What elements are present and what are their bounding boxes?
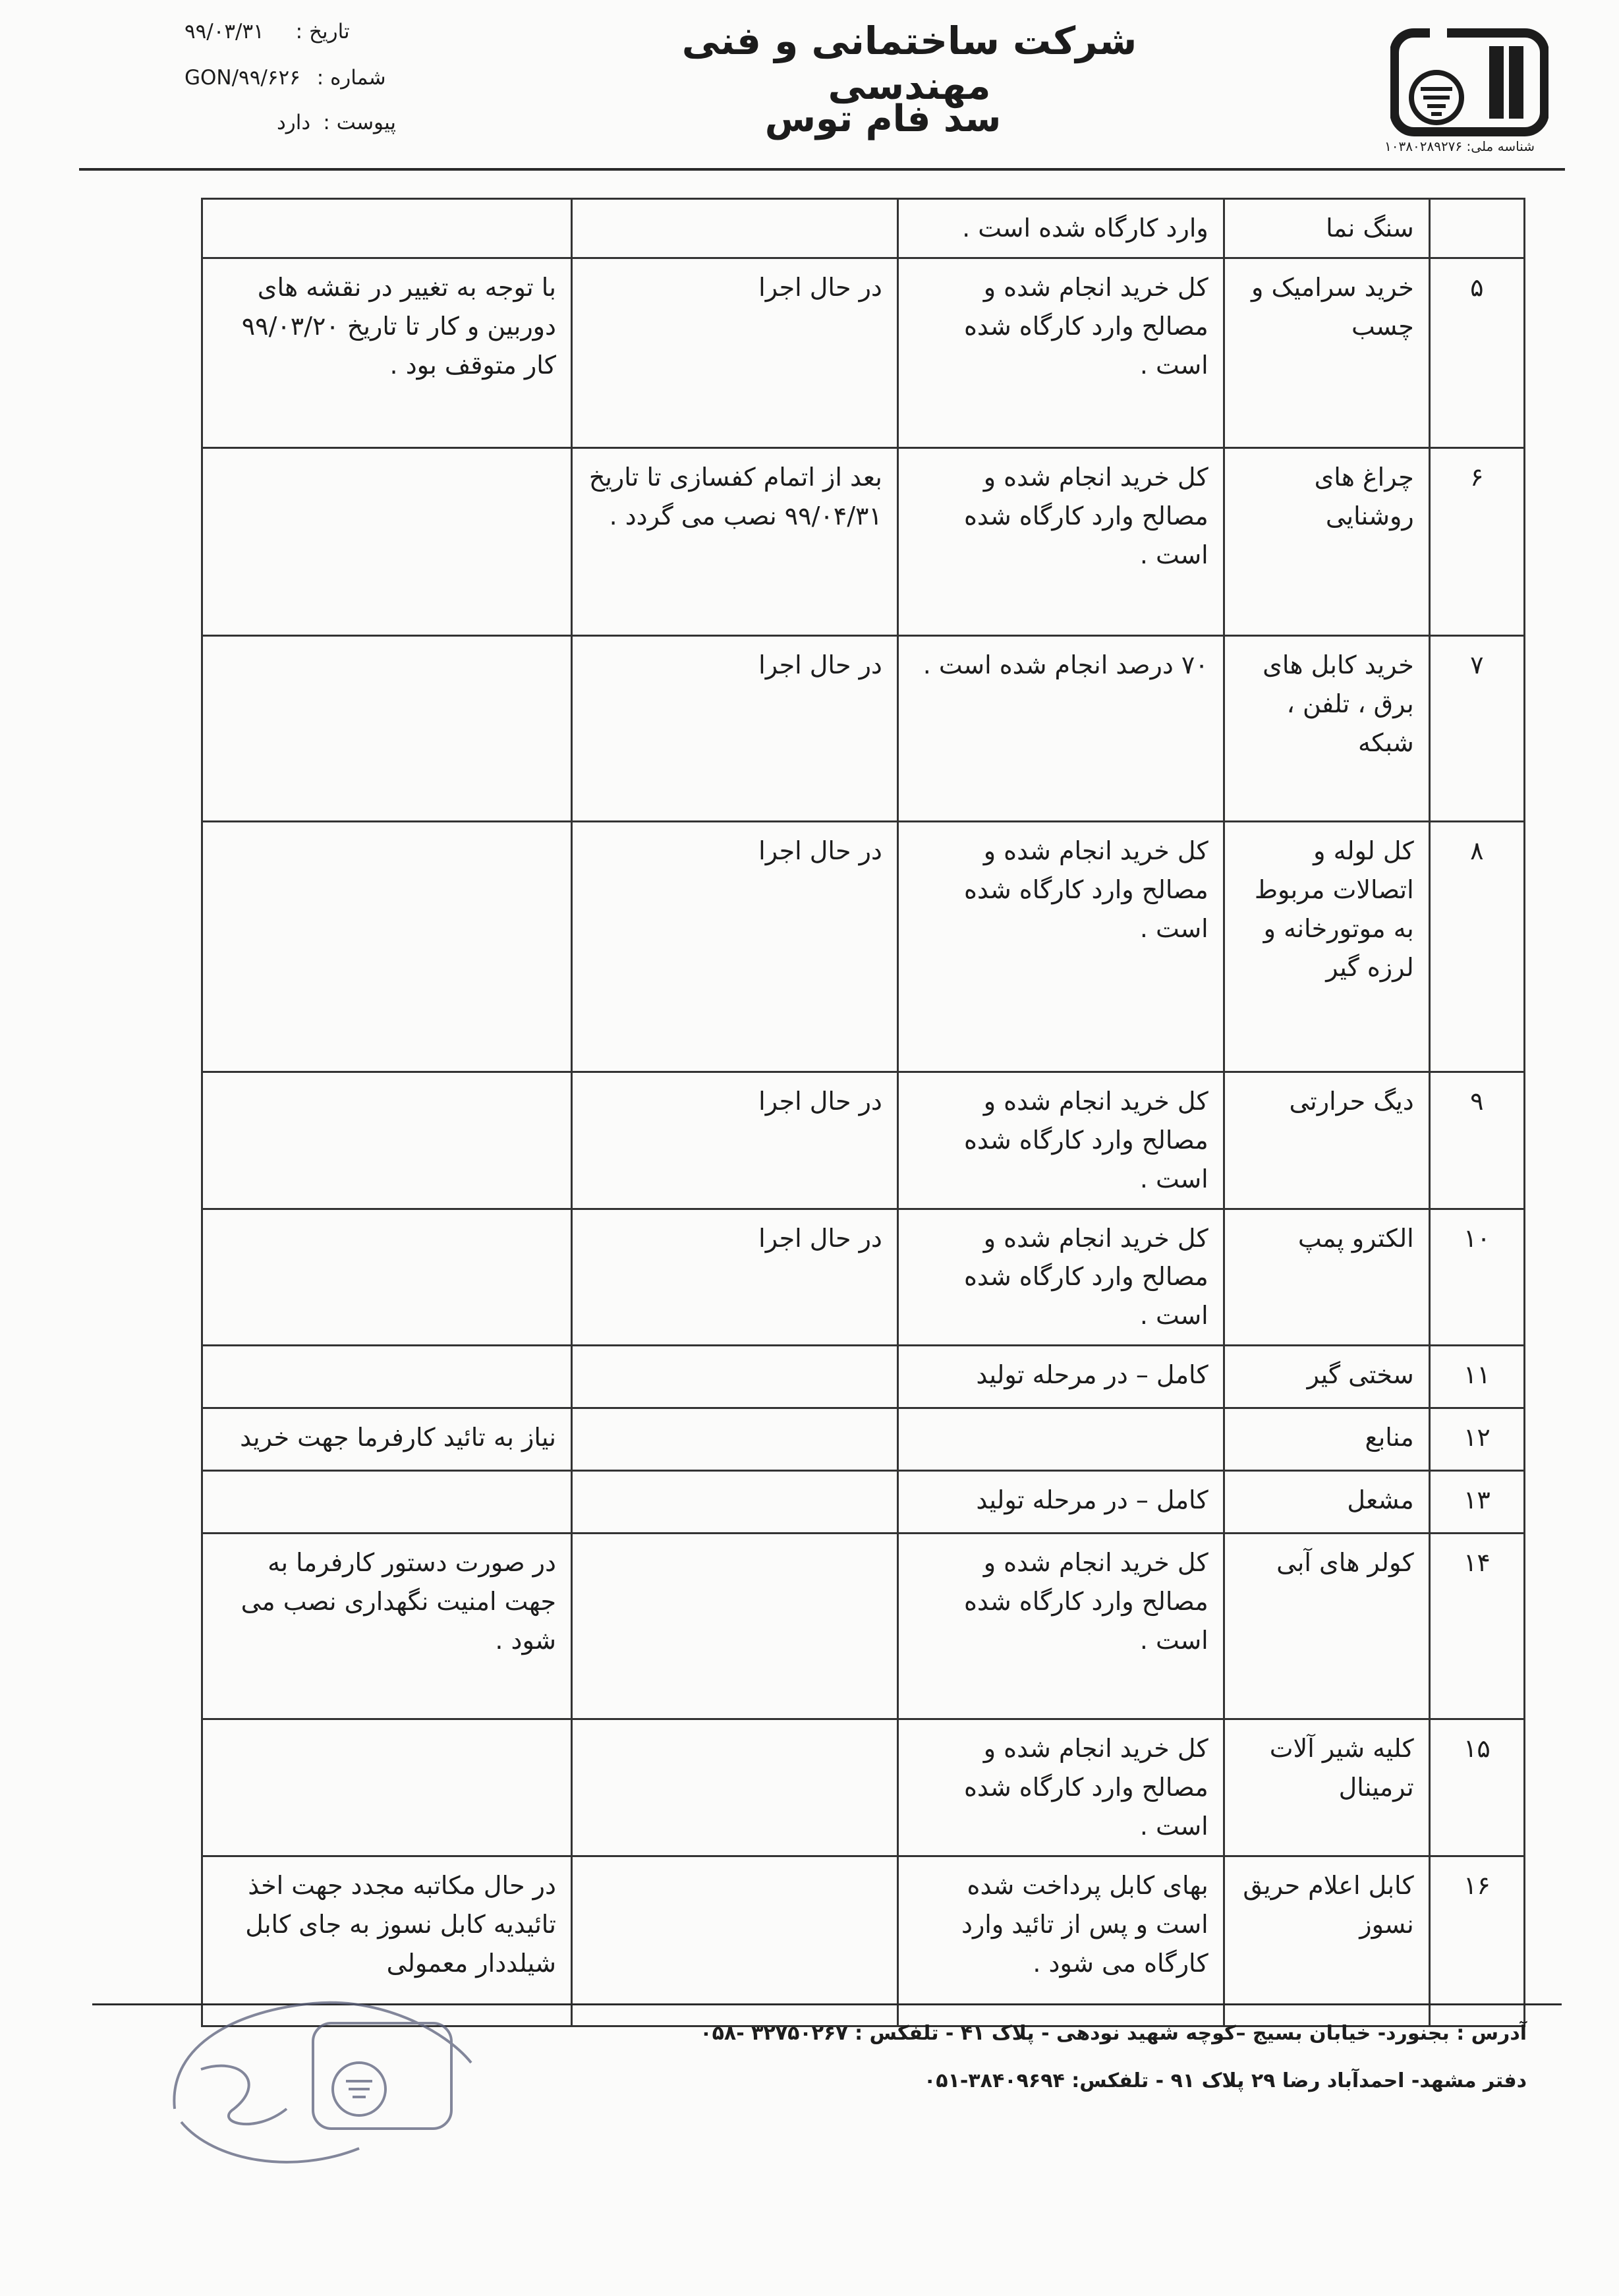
number-value: GON/۹۹/۶۲۶ xyxy=(185,66,300,90)
purchase-status-cell: کل خرید انجام شده و مصالح وارد کارگاه شده است . xyxy=(897,1072,1224,1209)
item-name-cell: خرید کابل های برق ، تلفن ، شبکه xyxy=(1224,635,1429,821)
remarks-cell xyxy=(202,1471,572,1534)
row-number-cell: ۱۱ xyxy=(1429,1346,1524,1408)
remarks-cell xyxy=(202,1209,572,1346)
purchase-status-cell xyxy=(897,1408,1224,1471)
row-number-cell: ۷ xyxy=(1429,635,1524,821)
purchase-status-cell: بهای کابل پرداخت شده است و پس از تائید وارد کارگاه می شود . xyxy=(897,1856,1224,2026)
installation-status-cell xyxy=(571,1534,897,1719)
remarks-cell: در حال مکاتبه مجدد جهت اخذ تائیدیه کابل نسوز به جای کابل شیلددار معمولی xyxy=(202,1856,572,2026)
installation-status-cell xyxy=(571,1471,897,1534)
date-value: ۹۹/۰۳/۳۱ xyxy=(185,20,264,43)
row-number-cell: ۱۲ xyxy=(1429,1408,1524,1471)
table-row xyxy=(202,1719,1525,1856)
remarks-cell xyxy=(202,1072,572,1209)
items-table xyxy=(201,198,1525,2027)
installation-status-cell: در حال اجرا xyxy=(571,1072,897,1209)
remarks-cell xyxy=(202,821,572,1072)
number-row xyxy=(185,66,386,90)
installation-status-cell xyxy=(571,1346,897,1408)
row-number-cell: ۱۰ xyxy=(1429,1209,1524,1346)
installation-status-cell xyxy=(571,1408,897,1471)
remarks-cell xyxy=(202,1719,572,1856)
remarks-cell: در صورت دستور کارفرما به جهت امنیت نگهداری نصب می شود . xyxy=(202,1534,572,1719)
item-name-cell: کلیه شیر آلات ترمینال xyxy=(1224,1719,1429,1856)
footer-address: آدرس : بجنورد- خیابان بسیج –کوچه شهید نودهی - پلاک ۴۱ - تلفکس : ۳۲۷۵۰۲۶۷ -۰۵۸ xyxy=(700,2022,1527,2045)
item-name-cell: مشعل xyxy=(1224,1471,1429,1534)
purchase-status-cell: ۷۰ درصد انجام شده است . xyxy=(897,635,1224,821)
company-logo xyxy=(1390,20,1548,145)
purchase-status-cell: کل خرید انجام شده و مصالح وارد کارگاه شده است . xyxy=(897,258,1224,447)
remarks-cell xyxy=(202,635,572,821)
table-row xyxy=(202,447,1525,635)
row-number-cell: ۱۵ xyxy=(1429,1719,1524,1856)
purchase-status-cell: وارد کارگاه شده است . xyxy=(897,199,1224,258)
row-number-cell: ۱۳ xyxy=(1429,1471,1524,1534)
installation-status-cell xyxy=(571,1856,897,2026)
purchase-status-cell: کل خرید انجام شده و مصالح وارد کارگاه شده است . xyxy=(897,1719,1224,1856)
installation-status-cell xyxy=(571,1719,897,1856)
table-row xyxy=(202,1408,1525,1471)
row-number-cell: ۹ xyxy=(1429,1072,1524,1209)
item-name-cell: کل لوله و اتصالات مربوط به موتورخانه و لرزه گیر xyxy=(1224,821,1429,1072)
purchase-status-cell: کل خرید انجام شده و مصالح وارد کارگاه شده است . xyxy=(897,821,1224,1072)
item-name-cell: سنگ نما xyxy=(1224,199,1429,258)
row-number-cell: ۱۶ xyxy=(1429,1856,1524,2026)
table-row xyxy=(202,1471,1525,1534)
row-number-cell: ۶ xyxy=(1429,447,1524,635)
installation-status-cell xyxy=(571,199,897,258)
item-name-cell: خرید سرامیک و چسب xyxy=(1224,258,1429,447)
attachment-row xyxy=(277,111,396,134)
signature-stamp xyxy=(161,1911,491,2188)
installation-status-cell: در حال اجرا xyxy=(571,635,897,821)
item-name-cell: کولر های آبی xyxy=(1224,1534,1429,1719)
company-name: شرکت ساختمانی و فنی مهندسی xyxy=(681,18,1137,108)
installation-status-cell: در حال اجرا xyxy=(571,1209,897,1346)
header-divider xyxy=(79,168,1565,171)
purchase-status-cell: کامل – در مرحله تولید xyxy=(897,1471,1224,1534)
date-row xyxy=(185,20,350,43)
row-number-cell xyxy=(1429,199,1524,258)
remarks-cell xyxy=(202,1346,572,1408)
table-row xyxy=(202,635,1525,821)
installation-status-cell: بعد از اتمام کفسازی تا تاریخ ۹۹/۰۴/۳۱ نصب می گردد . xyxy=(571,447,897,635)
remarks-cell xyxy=(202,447,572,635)
table-row xyxy=(202,1534,1525,1719)
purchase-status-cell: کل خرید انجام شده و مصالح وارد کارگاه شده است . xyxy=(897,1209,1224,1346)
table-body xyxy=(202,199,1525,2026)
attachment-label: پیوست : xyxy=(323,111,397,134)
company-subtitle: سد فام توس xyxy=(764,98,1002,140)
national-id: شناسه ملی: ۱۰۳۸۰۲۸۹۲۷۶ xyxy=(1384,138,1535,154)
table-row xyxy=(202,258,1525,447)
footer-office: دفتر مشهد- احمدآباد رضا ۲۹ پلاک ۹۱ - تلفکس: ۳۸۴۰۹۶۹۴-۰۵۱ xyxy=(923,2069,1527,2092)
remarks-cell: نیاز به تائید کارفرما جهت خرید xyxy=(202,1408,572,1471)
item-name-cell: الکترو پمپ xyxy=(1224,1209,1429,1346)
table-row xyxy=(202,199,1525,258)
table-row xyxy=(202,1346,1525,1408)
installation-status-cell: در حال اجرا xyxy=(571,821,897,1072)
item-name-cell: چراغ های روشنایی xyxy=(1224,447,1429,635)
table-row xyxy=(202,1072,1525,1209)
attachment-value: دارد xyxy=(277,111,311,134)
row-number-cell: ۸ xyxy=(1429,821,1524,1072)
remarks-cell: با توجه به تغییر در نقشه های دوربین و کار تا تاریخ ۹۹/۰۳/۲۰ کار متوقف بود . xyxy=(202,258,572,447)
item-name-cell: دیگ حرارتی xyxy=(1224,1072,1429,1209)
item-name-cell: منابع xyxy=(1224,1408,1429,1471)
table-row xyxy=(202,1209,1525,1346)
date-label: تاریخ : xyxy=(295,20,350,43)
purchase-status-cell: کل خرید انجام شده و مصالح وارد کارگاه شده است . xyxy=(897,447,1224,635)
row-number-cell: ۱۴ xyxy=(1429,1534,1524,1719)
table-row xyxy=(202,821,1525,1072)
item-name-cell: کابل اعلام حریق نسوز xyxy=(1224,1856,1429,2026)
purchase-status-cell: کامل – در مرحله تولید xyxy=(897,1346,1224,1408)
row-number-cell: ۵ xyxy=(1429,258,1524,447)
remarks-cell xyxy=(202,199,572,258)
item-name-cell: سختی گیر xyxy=(1224,1346,1429,1408)
number-label: شماره : xyxy=(316,66,386,90)
installation-status-cell: در حال اجرا xyxy=(571,258,897,447)
purchase-status-cell: کل خرید انجام شده و مصالح وارد کارگاه شده است . xyxy=(897,1534,1224,1719)
